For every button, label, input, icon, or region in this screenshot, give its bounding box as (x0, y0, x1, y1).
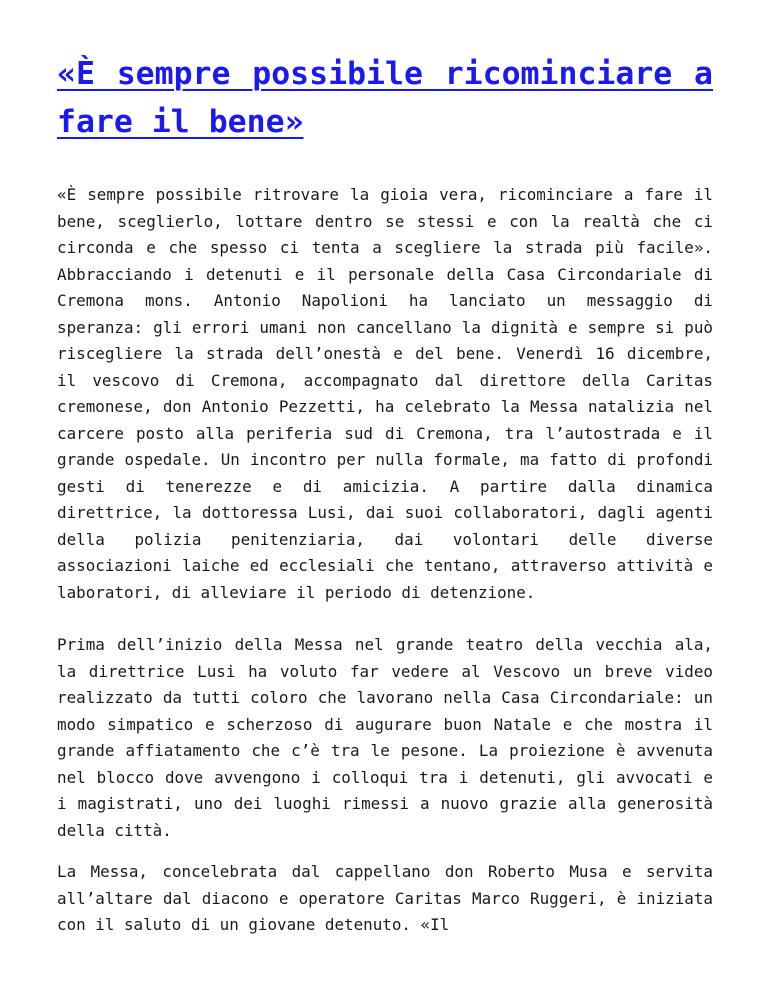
article-paragraph-1: «È sempre possibile ritrovare la gioia vera, ricominciare a fare il bene, sceglierlo, lottare dentro se stessi e con la realtà che ci circonda e che spesso ci tenta a scegliere la strada più facile». Abbracciando i detenuti e il personale della Casa Circondariale di Cremona mons. Antonio Napolioni ha lanciato un messaggio di speranza: gli errori umani non cancellano la dignità e sempre si può riscegliere la strada dell’onestà e del bene. Venerdì 16 dicembre, il vescovo di Cremona, accompagnato dal direttore della Caritas cremonese, don Antonio Pezzetti, ha celebrato la Messa natalizia nel carcere posto alla periferia sud di Cremona, tra l’autostrada e il grande ospedale. Un incontro per nulla formale, ma fatto di profondi gesti di tenerezze e di amicizia. A partire dalla dinamica direttrice, la dottoressa Lusi, dai suoi collaboratori, dagli agenti della polizia penitenziaria, dai volontari delle diverse associazioni laiche ed ecclesiali che tentano, attraverso attività e laboratori, di alleviare il periodo di detenzione. (57, 185, 713, 602)
article-title (57, 50, 713, 146)
article-paragraph-3: La Messa, concelebrata dal cappellano don Roberto Musa e servita all’altare dal diacono e operatore Caritas Marco Ruggeri, è iniziata con il saluto di un giovane detenuto. «Il (57, 862, 713, 934)
article-paragraph-2: Prima dell’inizio della Messa nel grande teatro della vecchia ala, la direttrice Lusi ha voluto far vedere al Vescovo un breve video realizzato da tutti coloro che lavorano nella Casa Circondariale: un modo simpatico e scherzoso di augurare buon Natale e che mostra il grande affiatamento che c’è tra le pesone. La proiezione è avvenuta nel blocco dove avvengono i colloqui tra i detenuti, gli avvocati e i magistrati, uno dei luoghi rimessi a nuovo grazie alla generosità della città. (57, 635, 713, 840)
article (57, 50, 713, 939)
article-title-link[interactable]: «È sempre possibile ricominciare a fare il bene» (57, 56, 713, 140)
